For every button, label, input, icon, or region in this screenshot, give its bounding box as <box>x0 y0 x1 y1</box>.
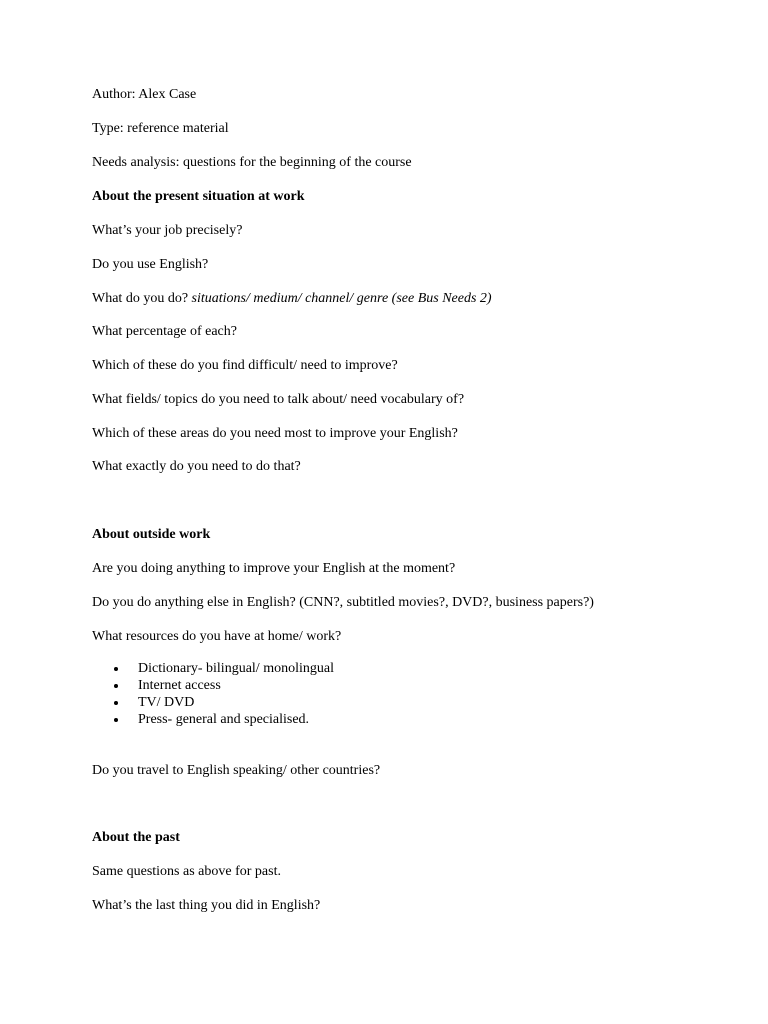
bullet-icon <box>114 718 118 722</box>
list-item <box>92 677 334 694</box>
bullet-icon <box>114 684 118 688</box>
question-what-do-you-do-text: What do you do? <box>92 291 192 306</box>
resources-list <box>92 660 334 728</box>
list-item-text: Internet access <box>138 678 221 693</box>
type-line: Type: reference material <box>92 121 229 136</box>
heading-present-situation: About the present situation at work <box>92 189 305 204</box>
question-what-do-you-do <box>92 290 492 307</box>
question-resources: What resources do you have at home/ work? <box>92 629 342 644</box>
question-what-do-you-do-italic: situations/ medium/ channel/ genre (see Bus Needs 2) <box>191 291 492 306</box>
document-title: Needs analysis: questions for the beginning of the course <box>92 155 412 170</box>
list-item <box>92 711 334 728</box>
question-last-thing: What’s the last thing you did in English? <box>92 898 321 913</box>
question-anything-else: Do you do anything else in English? (CNN?, subtitled movies?, DVD?, business papers?) <box>92 595 594 610</box>
list-item <box>92 660 334 677</box>
question-improve-now: Are you doing anything to improve your English at the moment? <box>92 561 456 576</box>
question-travel: Do you travel to English speaking/ other countries? <box>92 763 381 778</box>
question-same-for-past: Same questions as above for past. <box>92 864 281 879</box>
question-difficult: Which of these do you find difficult/ need to improve? <box>92 358 398 373</box>
bullet-icon <box>114 667 118 671</box>
question-fields-topics: What fields/ topics do you need to talk about/ need vocabulary of? <box>92 392 465 407</box>
list-item-text: TV/ DVD <box>138 695 195 710</box>
question-exactly: What exactly do you need to do that? <box>92 459 301 474</box>
question-job: What’s your job precisely? <box>92 223 243 238</box>
author-line: Author: Alex Case <box>92 87 197 102</box>
list-item-text: Dictionary- bilingual/ monolingual <box>138 661 334 676</box>
bullet-icon <box>114 701 118 705</box>
question-percentage: What percentage of each? <box>92 324 237 339</box>
question-areas: Which of these areas do you need most to improve your English? <box>92 426 458 441</box>
list-item-text: Press- general and specialised. <box>138 712 310 727</box>
heading-outside-work: About outside work <box>92 527 211 542</box>
heading-past: About the past <box>92 830 180 845</box>
question-use-english: Do you use English? <box>92 257 209 272</box>
list-item <box>92 694 334 711</box>
